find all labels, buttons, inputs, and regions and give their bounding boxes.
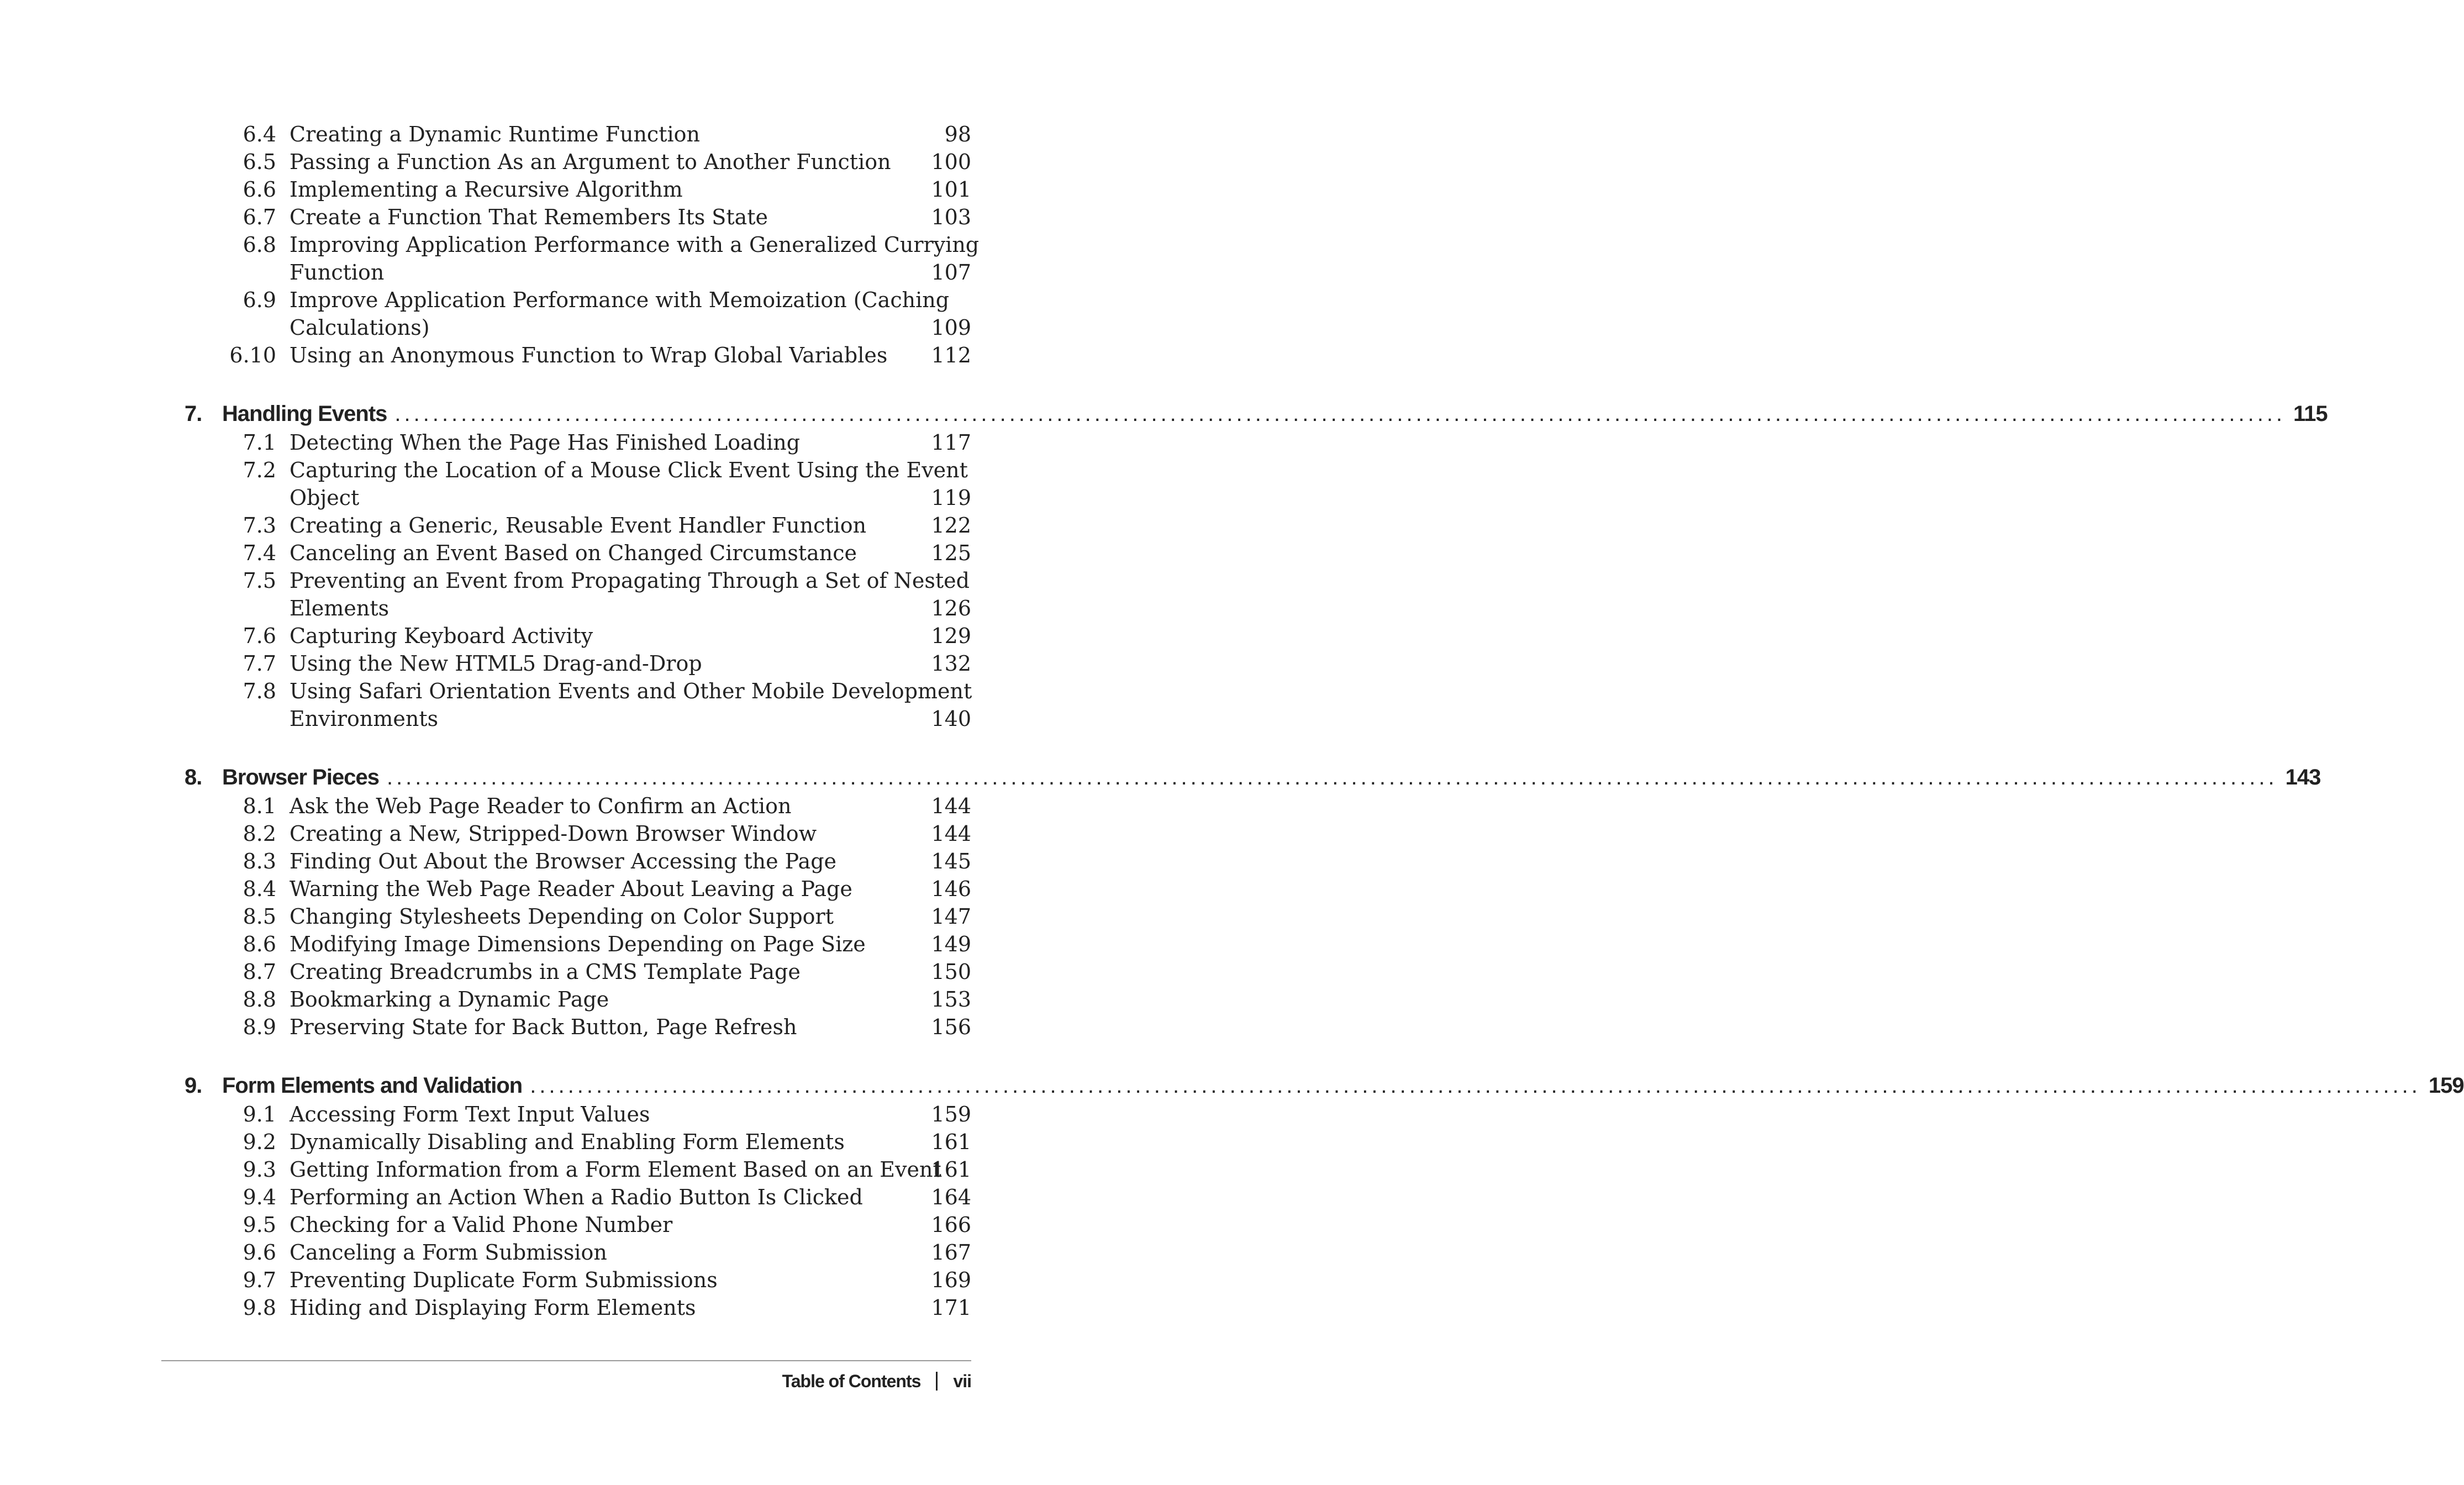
toc-entry[interactable] xyxy=(0,1100,1131,1128)
entry-page-number: 101 xyxy=(931,177,971,202)
toc-entry[interactable] xyxy=(0,622,1131,650)
entry-number: 8.9 xyxy=(243,1015,276,1039)
entry-title: Preventing Duplicate Form Submissions xyxy=(289,1268,718,1292)
entry-number: 9.2 xyxy=(243,1130,276,1154)
entry-page-number: 169 xyxy=(931,1268,971,1292)
entry-title: Detecting When the Page Has Finished Loading xyxy=(289,430,801,455)
entry-page-number: 156 xyxy=(931,1015,971,1039)
entry-number: 9.5 xyxy=(243,1213,276,1237)
entry-number: 7.7 xyxy=(243,651,276,676)
entry-number: 8.8 xyxy=(243,987,276,1012)
toc-entry[interactable] xyxy=(0,792,1131,820)
entry-number: 7.5 xyxy=(243,568,276,593)
entry-title: Using Safari Orientation Events and Other Mobile Development xyxy=(289,679,972,703)
dot-leader: ........................................................................................................................................................................................................ xyxy=(530,1073,2421,1098)
entry-title: Implementing a Recursive Algorithm xyxy=(289,177,683,202)
entry-title: Checking for a Valid Phone Number xyxy=(289,1213,673,1237)
entry-page-number: 144 xyxy=(931,822,971,846)
entry-page-number: 132 xyxy=(931,651,971,676)
entry-number: 6.9 xyxy=(243,288,276,312)
toc-entry[interactable] xyxy=(0,1211,1131,1239)
entry-title-continued: Environments xyxy=(289,707,439,731)
entry-number: 7.8 xyxy=(243,679,276,703)
entry-title: Getting Information from a Form Element Based on an Event xyxy=(289,1157,941,1182)
toc-entry[interactable] xyxy=(0,148,1131,176)
chapter-title: Browser Pieces xyxy=(222,765,379,789)
entry-number: 7.1 xyxy=(243,430,276,455)
toc-entry[interactable] xyxy=(0,567,1131,622)
entry-title-continued: Calculations) xyxy=(289,315,430,340)
entry-number: 9.7 xyxy=(243,1268,276,1292)
dot-leader: ........................................................................................................................................................................................................ xyxy=(394,402,2286,426)
entry-number: 9.8 xyxy=(243,1296,276,1320)
entry-title: Improve Application Performance with Memoization (Caching xyxy=(289,288,950,312)
footer-separator xyxy=(936,1372,938,1391)
entry-title: Using the New HTML5 Drag-and-Drop xyxy=(289,651,702,676)
entry-title-continued: Object xyxy=(289,486,360,510)
entry-page-number: 171 xyxy=(931,1296,971,1320)
entry-number: 8.5 xyxy=(243,904,276,929)
toc-entry[interactable] xyxy=(0,203,1131,231)
chapter-line xyxy=(222,762,2321,792)
toc-entry[interactable] xyxy=(0,176,1131,203)
chapter-page-number: 115 xyxy=(2293,402,2328,426)
entry-title: Preserving State for Back Button, Page Refresh xyxy=(289,1015,797,1039)
entry-number: 6.8 xyxy=(243,233,276,257)
entry-title: Dynamically Disabling and Enabling Form Elements xyxy=(289,1130,845,1154)
entry-page-number: 150 xyxy=(931,960,971,984)
entry-title: Canceling an Event Based on Changed Circumstance xyxy=(289,541,857,565)
entry-title: Ask the Web Page Reader to Confirm an Action xyxy=(289,794,792,818)
entry-page-number: 161 xyxy=(931,1157,971,1182)
entry-title-continued: Elements xyxy=(289,596,389,620)
entry-title: Capturing the Location of a Mouse Click Event Using the Event xyxy=(289,458,968,482)
toc-entry[interactable] xyxy=(0,958,1131,986)
entry-page-number: 112 xyxy=(931,343,971,367)
entry-number: 8.6 xyxy=(243,932,276,956)
entry-number: 8.3 xyxy=(243,849,276,873)
entry-number: 6.5 xyxy=(243,150,276,174)
chapter-line xyxy=(222,1071,2464,1100)
entry-page-number: 164 xyxy=(931,1185,971,1209)
footer-label: Table of Contents xyxy=(782,1371,921,1391)
entry-number: 8.4 xyxy=(243,877,276,901)
entry-title: Changing Stylesheets Depending on Color Support xyxy=(289,904,834,929)
entry-page-number: 98 xyxy=(944,122,971,146)
entry-title: Improving Application Performance with a Generalized Currying xyxy=(289,233,980,257)
entry-title: Performing an Action When a Radio Button Is Clicked xyxy=(289,1185,863,1209)
toc-entry[interactable] xyxy=(0,341,1131,369)
toc-entry[interactable] xyxy=(0,1183,1131,1211)
entry-number: 9.3 xyxy=(243,1157,276,1182)
entry-number: 6.4 xyxy=(243,122,276,146)
entry-title: Creating a New, Stripped-Down Browser Window xyxy=(289,822,817,846)
toc-entry[interactable] xyxy=(0,539,1131,567)
entry-page-number: 117 xyxy=(931,430,971,455)
entry-title: Preventing an Event from Propagating Through a Set of Nested xyxy=(289,568,970,593)
entry-title: Create a Function That Remembers Its State xyxy=(289,205,768,229)
entry-number: 7.4 xyxy=(243,541,276,565)
entry-title: Accessing Form Text Input Values xyxy=(289,1102,650,1126)
chapter-number: 9. xyxy=(185,1073,202,1098)
chapter-number: 7. xyxy=(185,402,202,426)
chapter-number: 8. xyxy=(185,765,202,789)
toc-entry[interactable] xyxy=(0,986,1131,1013)
entry-page-number: 122 xyxy=(931,513,971,538)
toc-entry[interactable] xyxy=(0,231,1131,286)
entry-number: 6.6 xyxy=(243,177,276,202)
entry-number: 9.6 xyxy=(243,1240,276,1265)
toc-entry[interactable] xyxy=(0,930,1131,958)
toc-entry[interactable] xyxy=(0,1013,1131,1041)
entry-page-number: 107 xyxy=(931,260,971,285)
entry-page-number: 149 xyxy=(931,932,971,956)
table-of-contents xyxy=(0,120,2464,1321)
toc-entry[interactable] xyxy=(0,903,1131,930)
toc-entry[interactable] xyxy=(0,847,1131,875)
chapter-heading[interactable] xyxy=(0,762,2321,792)
entry-title: Creating a Generic, Reusable Event Handler Function xyxy=(289,513,867,538)
entry-number: 7.6 xyxy=(243,624,276,648)
entry-number: 9.4 xyxy=(243,1185,276,1209)
entry-title: Finding Out About the Browser Accessing the Page xyxy=(289,849,837,873)
entry-number: 7.2 xyxy=(243,458,276,482)
entry-page-number: 140 xyxy=(931,707,971,731)
entry-title: Hiding and Displaying Form Elements xyxy=(289,1296,696,1320)
entry-number: 8.2 xyxy=(243,822,276,846)
toc-entry[interactable] xyxy=(0,875,1131,903)
entry-page-number: 125 xyxy=(931,541,971,565)
entry-title-continued: Function xyxy=(289,260,385,285)
chapter-heading[interactable] xyxy=(0,1071,2464,1100)
entry-page-number: 145 xyxy=(931,849,971,873)
page-footer xyxy=(782,1369,971,1393)
toc-entry[interactable] xyxy=(0,820,1131,847)
toc-entry[interactable] xyxy=(0,429,1131,456)
entry-page-number: 167 xyxy=(931,1240,971,1265)
entry-number: 7.3 xyxy=(243,513,276,538)
entry-page-number: 161 xyxy=(931,1130,971,1154)
toc-entry[interactable] xyxy=(0,1294,1131,1321)
entry-title: Passing a Function As an Argument to Another Function xyxy=(289,150,891,174)
footer-rule xyxy=(161,1360,971,1361)
entry-title: Modifying Image Dimensions Depending on Page Size xyxy=(289,932,866,956)
entry-title: Capturing Keyboard Activity xyxy=(289,624,593,648)
chapter-page-number: 143 xyxy=(2285,765,2321,789)
chapter-heading[interactable] xyxy=(0,399,2328,429)
entry-page-number: 166 xyxy=(931,1213,971,1237)
toc-entry[interactable] xyxy=(0,512,1131,539)
toc-entry[interactable] xyxy=(0,650,1131,677)
toc-entry[interactable] xyxy=(0,120,1131,148)
entry-number: 8.1 xyxy=(243,794,276,818)
toc-entry[interactable] xyxy=(0,1156,1131,1183)
entry-number: 9.1 xyxy=(243,1102,276,1126)
toc-entry[interactable] xyxy=(0,1239,1131,1266)
entry-page-number: 153 xyxy=(931,987,971,1012)
toc-entry[interactable] xyxy=(0,1128,1131,1156)
dot-leader: ........................................................................................................................................................................................................ xyxy=(386,765,2278,789)
chapter-title: Form Elements and Validation xyxy=(222,1073,523,1098)
footer-page-number: vii xyxy=(953,1371,971,1391)
toc-entry[interactable] xyxy=(0,286,1131,341)
entry-title: Bookmarking a Dynamic Page xyxy=(289,987,609,1012)
entry-page-number: 103 xyxy=(931,205,971,229)
chapter-title: Handling Events xyxy=(222,402,387,426)
entry-number: 8.7 xyxy=(243,960,276,984)
entry-page-number: 100 xyxy=(931,150,971,174)
entry-page-number: 119 xyxy=(931,486,971,510)
entry-title: Creating a Dynamic Runtime Function xyxy=(289,122,700,146)
chapter-page-number: 159 xyxy=(2428,1073,2464,1098)
toc-entry[interactable] xyxy=(0,677,1131,733)
entry-title: Using an Anonymous Function to Wrap Global Variables xyxy=(289,343,888,367)
entry-page-number: 147 xyxy=(931,904,971,929)
toc-entry[interactable] xyxy=(0,1266,1131,1294)
chapter-line xyxy=(222,399,2328,429)
entry-number: 6.10 xyxy=(229,343,276,367)
entry-page-number: 129 xyxy=(931,624,971,648)
entry-page-number: 146 xyxy=(931,877,971,901)
entry-number: 6.7 xyxy=(243,205,276,229)
entry-page-number: 159 xyxy=(931,1102,971,1126)
entry-title: Canceling a Form Submission xyxy=(289,1240,607,1265)
entry-title: Warning the Web Page Reader About Leaving a Page xyxy=(289,877,852,901)
entry-page-number: 126 xyxy=(931,596,971,620)
entry-page-number: 109 xyxy=(931,315,971,340)
entry-title: Creating Breadcrumbs in a CMS Template Page xyxy=(289,960,801,984)
entry-page-number: 144 xyxy=(931,794,971,818)
toc-entry[interactable] xyxy=(0,456,1131,512)
